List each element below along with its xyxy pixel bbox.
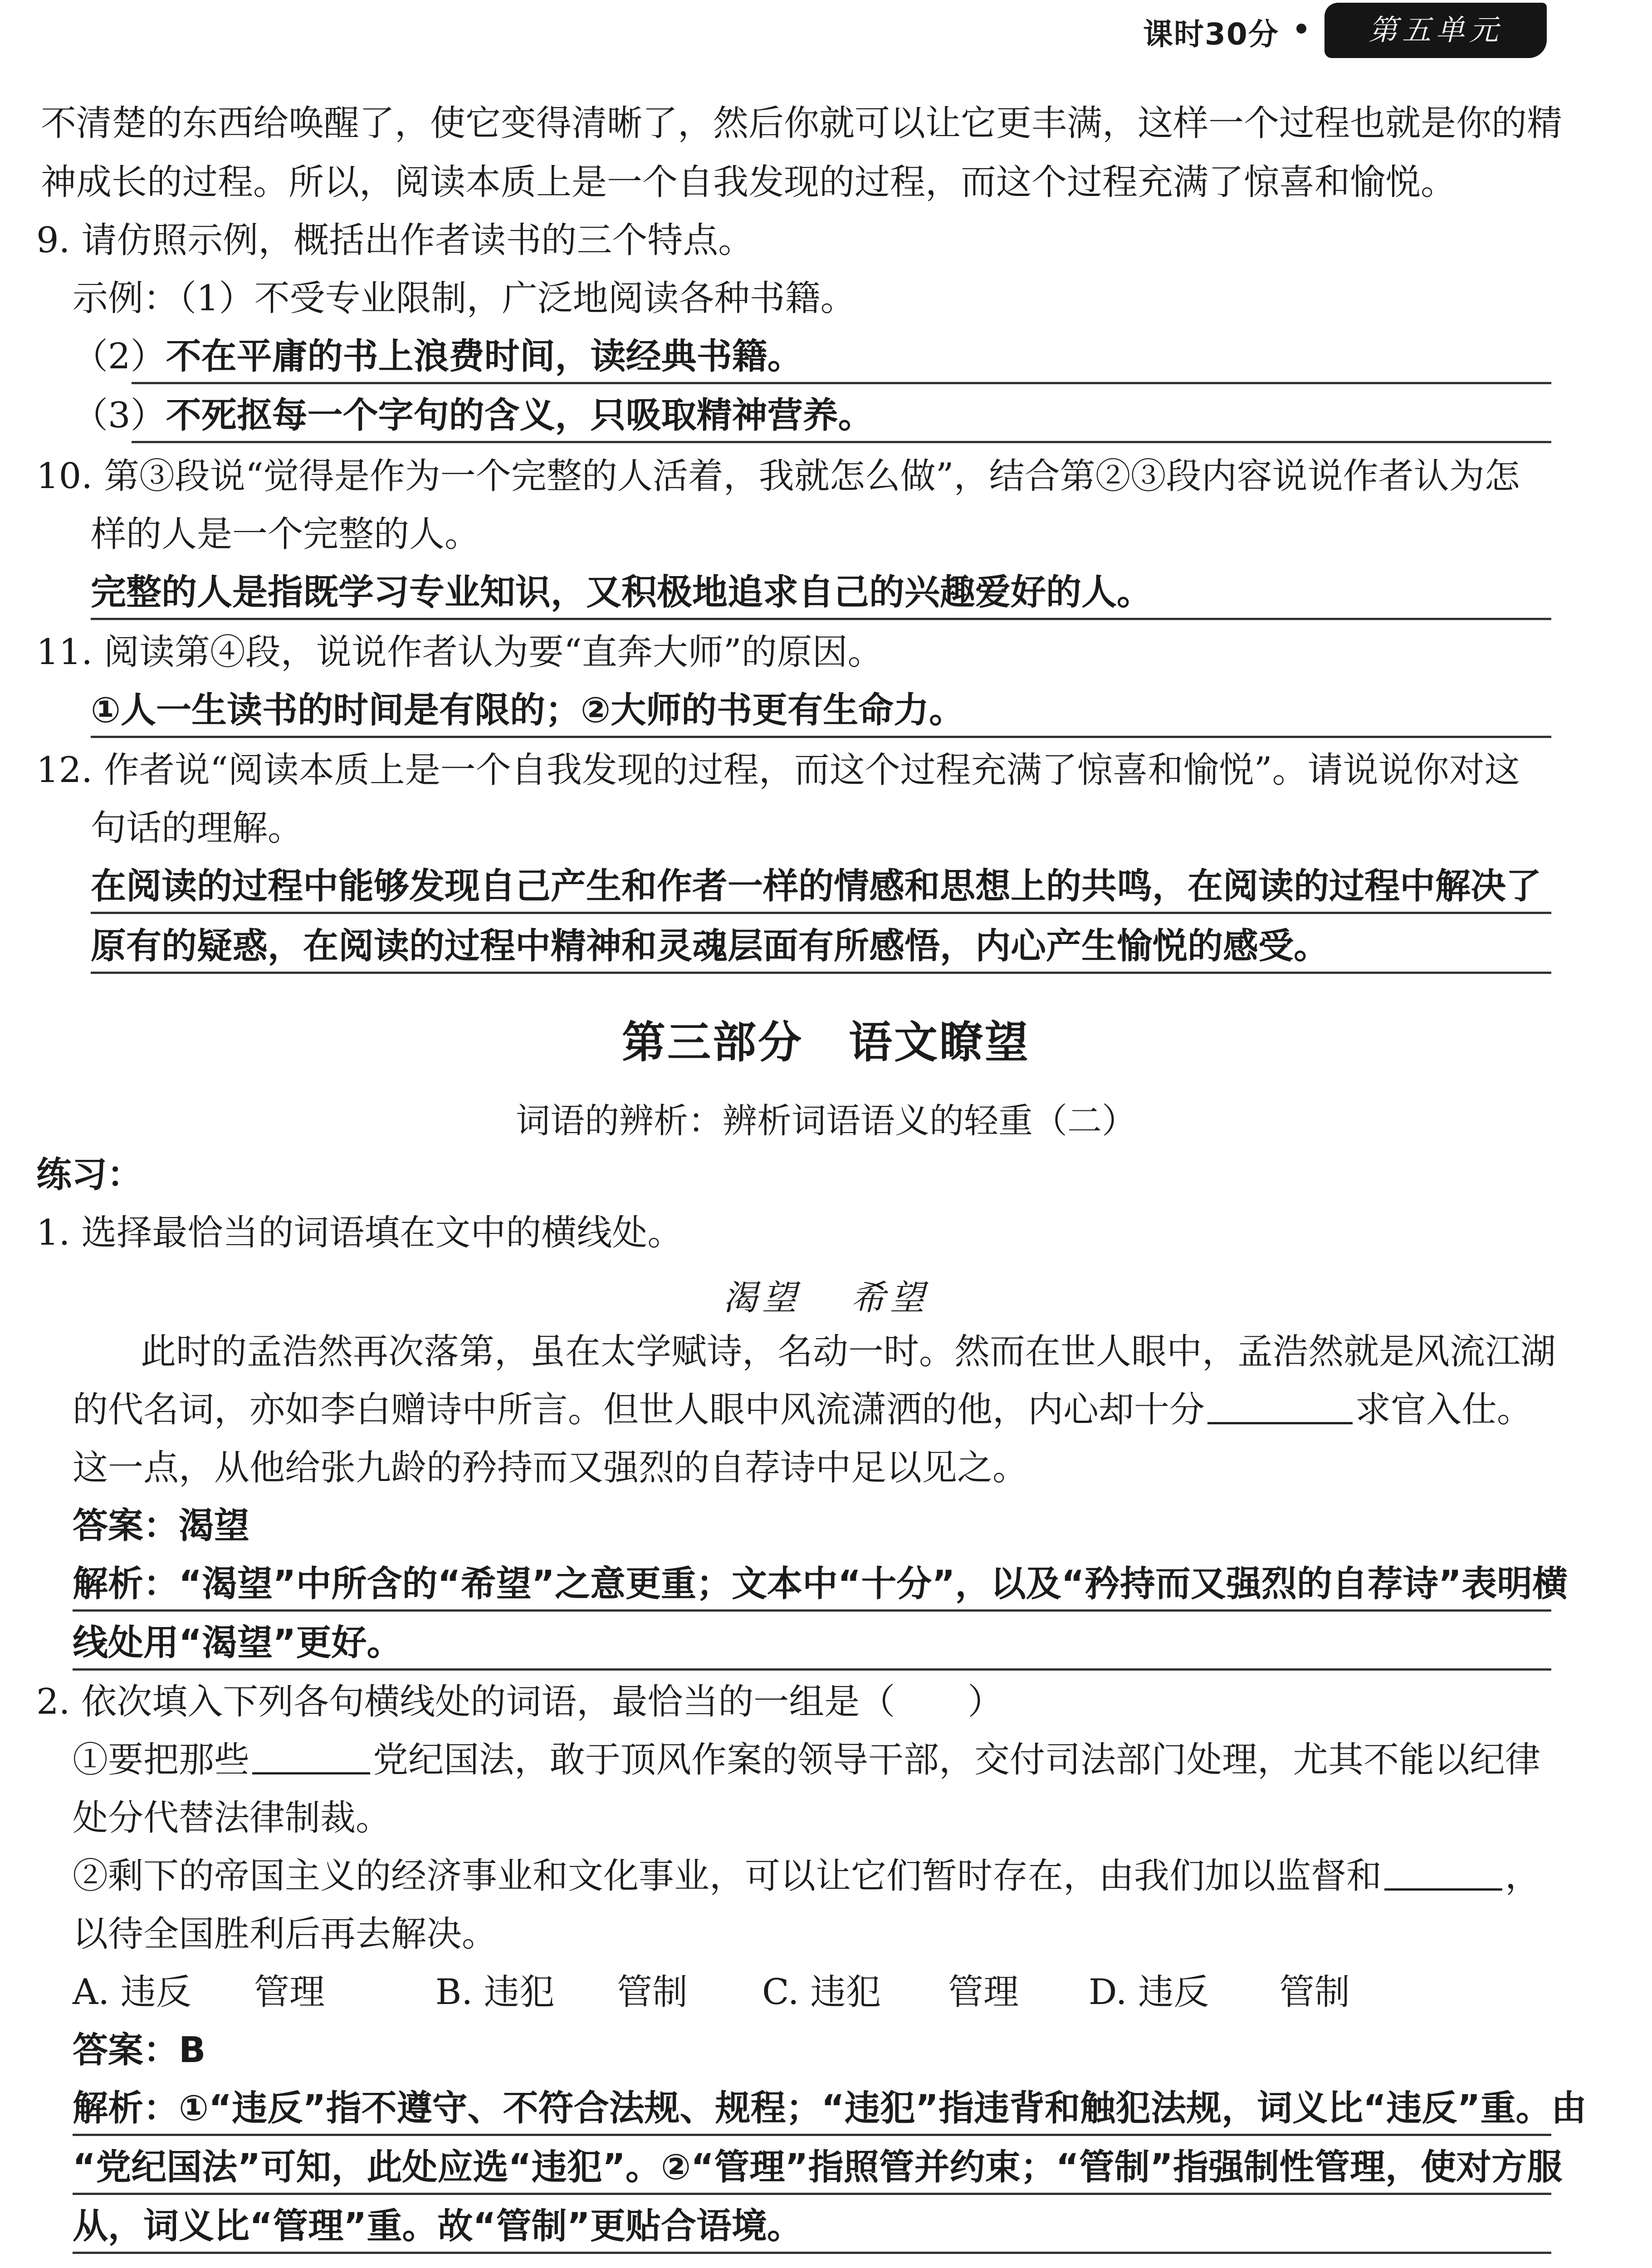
answer-line [91,736,1551,738]
q12-question-line-2: 句话的理解。 [91,808,303,849]
option-d-word: 管制 [1279,1972,1350,2013]
answer-line [132,382,1551,384]
q10-question-line-1: 10. 第③段说“觉得是作为一个完整的人活着，我就怎么做”，结合第②③段内容说说作者认为怎 [36,456,1520,497]
p2-sentence-2-cont: 以待全国胜利后再去解决。 [73,1914,498,1955]
answer-line [73,2252,1551,2254]
p1-answer: 答案：渴望 [73,1505,250,1546]
answer-line [73,2134,1551,2136]
p2-blank-1[interactable] [252,1740,370,1774]
q9-answer-2-prefix: （2） [73,336,166,377]
p2-analysis-line-2: “党纪国法”可知，此处应选“违犯”。②“管理”指照管并约束；“管制”指强制性管理，使对方服 [73,2147,1563,2188]
p2-sentence-2 [73,1853,1540,1899]
p2-s2-b: ， [1505,1856,1541,1897]
answer-line [73,2193,1551,2195]
answer-line [73,1609,1551,1612]
section-subtitle: 词语的辨析：辨析词语语义的轻重（二） [516,1100,1136,1141]
q9-example: 示例：（1）不受专业限制，广泛地阅读各种书籍。 [73,278,856,319]
option-c-label[interactable]: C. 违犯 [762,1972,881,2013]
p2-analysis-line-3: 从，词义比“管理”重。故“管制”更贴合语境。 [73,2206,803,2247]
p2-question [36,1679,1003,1725]
answer-line [132,441,1551,443]
header-dot-icon [1296,24,1306,34]
p1-analysis-line-1: 解析：“渴望”中所含的“希望”之意更重；文本中“十分”，以及“矜持而又强烈的自荐诗”表明横 [73,1564,1568,1604]
p2-blank-2[interactable] [1384,1857,1502,1891]
p1-passage-line-3: 这一点，从他给张九龄的矜持而又强烈的自荐诗中足以见之。 [73,1447,1028,1488]
p2-s1-a: ①要把那些 [73,1740,250,1780]
option-b-label[interactable]: B. 违犯 [435,1972,555,2013]
answer-line [91,912,1551,914]
option-d-label[interactable]: D. 违反 [1089,1972,1209,2013]
p2-answer: 答案：B [73,2030,206,2071]
q11-question: 11. 阅读第④段，说说作者认为要“直奔大师”的原因。 [36,632,883,673]
p1-word-1: 渴望 [723,1277,801,1318]
option-a-label[interactable]: A. 违反 [73,1972,191,2013]
p2-s1-b: 党纪国法，敢于顶风作案的领导干部，交付司法部门处理，尤其不能以纪律 [373,1740,1541,1780]
q11-answer: ①人一生读书的时间是有限的；②大师的书更有生命力。 [91,690,965,731]
unit-banner: 第五单元 [1325,3,1547,58]
q9-answer-3-prefix: （3） [73,395,166,436]
option-c-word: 管理 [948,1972,1019,2013]
p1-analysis-line-2: 线处用“渴望”更好。 [73,1623,402,1663]
p1-word-choices [0,1270,1652,1320]
p2-question-text: 2. 依次填入下列各句横线处的词语，最恰当的一组是（ [36,1681,895,1722]
q9-answer-2 [73,334,803,379]
p1-word-2: 希望 [851,1277,929,1318]
p1-question: 1. 选择最恰当的词语填在文中的横线处。 [36,1212,683,1253]
header-label: 课时30分 [1143,17,1279,52]
intro-line-2: 神成长的过程。所以，阅读本质上是一个自我发现的过程，而这个过程充满了惊喜和愉悦。 [41,162,1456,203]
p2-sentence-1-cont: 处分代替法律制裁。 [73,1798,391,1838]
answer-line [91,972,1551,974]
q10-question-line-2: 样的人是一个完整的人。 [91,514,480,555]
p2-analysis-line-1: 解析：①“违反”指不遵守、不符合法规、规程；“违犯”指违背和触犯法规，词义比“违反”重。由 [73,2088,1587,2129]
q9-answer-2-text: 不在平庸的书上浪费时间，读经典书籍。 [166,336,803,377]
option-b-word: 管制 [617,1972,688,2013]
p2-sentence-1 [73,1737,1540,1783]
section-title: 第三部分 语文瞭望 [622,1017,1030,1068]
p1-fill-blank[interactable] [1207,1390,1353,1424]
q12-answer-line-2: 原有的疑惑，在阅读的过程中精神和灵魂层面有所感悟，内心产生愉悦的感受。 [91,926,1329,967]
p2-s2-a: ②剩下的帝国主义的经济事业和文化事业，可以让它们暂时存在，由我们加以监督和 [73,1856,1382,1897]
q12-answer-line-1: 在阅读的过程中能够发现自己产生和作者一样的情感和思想上的共鸣，在阅读的过程中解决了 [91,866,1542,907]
q9-answer-3 [73,393,874,438]
q9-question: 9. 请仿照示例，概括出作者读书的三个特点。 [36,220,754,261]
intro-line-1: 不清楚的东西给唤醒了，使它变得清晰了，然后你就可以让它更丰满，这样一个过程也就是你的精 [41,103,1563,144]
answer-line [73,1668,1551,1671]
p2-question-close: ） [968,1681,1003,1722]
p1-passage-line-2a: 的代名词，亦如李白赠诗中所言。但世人眼中风流潇洒的他，内心却十分 [73,1389,1205,1430]
p1-passage-line-2 [73,1387,1532,1432]
q9-answer-3-text: 不死抠每一个字句的含义，只吸取精神营养。 [166,395,874,436]
option-a-word: 管理 [254,1972,325,2013]
p1-passage-line-1: 此时的孟浩然再次落第，虽在太学赋诗，名动一时。然而在世人眼中，孟浩然就是风流江湖 [141,1331,1556,1372]
answer-line [91,618,1551,620]
practice-label: 练习： [36,1154,143,1195]
q10-answer: 完整的人是指既学习专业知识，又积极地追求自己的兴趣爱好的人。 [91,572,1153,613]
q12-question-line-1: 12. 作者说“阅读本质上是一个自我发现的过程，而这个过程充满了惊喜和愉悦”。请说说你对这 [36,750,1520,791]
p1-passage-line-2b: 求官入仕。 [1355,1389,1533,1430]
